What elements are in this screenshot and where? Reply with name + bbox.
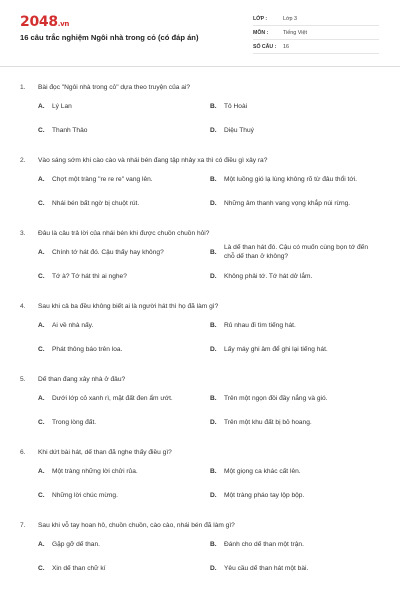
meta-key: SỐ CÂU : xyxy=(253,43,277,50)
option-letter: B. xyxy=(210,394,217,402)
option-text: Diệu Thuý xyxy=(224,126,254,134)
option-letter: B. xyxy=(210,102,217,110)
option-text: Yêu cầu dế than hát một bài. xyxy=(224,564,309,572)
option-text: Những lời chúc mừng. xyxy=(52,491,118,499)
meta-row-class xyxy=(253,12,379,26)
option-text: Một tràng pháo tay lộp bộp. xyxy=(224,491,305,499)
answer-option[interactable] xyxy=(210,313,382,337)
question-text-row xyxy=(20,299,385,313)
question-text: Vào sáng sớm khi cào cào và nhái bén đang tập nhảy xa thì có điều gì xảy ra? xyxy=(38,156,268,164)
option-letter: C. xyxy=(38,418,45,426)
option-letter: D. xyxy=(210,272,217,280)
option-letter: A. xyxy=(38,467,45,475)
question-text: Đâu là câu trả lời của nhái bén khi được chuồn chuồn hỏi? xyxy=(38,229,210,237)
site-logo[interactable] xyxy=(20,14,69,30)
question-list xyxy=(20,80,385,591)
answer-option[interactable] xyxy=(210,459,382,483)
option-text: Không phải tớ. Tớ hát dở lắm. xyxy=(224,272,313,280)
answer-option[interactable] xyxy=(38,313,210,337)
option-text: Rủ nhau đi tìm tiếng hát. xyxy=(224,321,296,329)
option-letter: C. xyxy=(38,126,45,134)
meta-key: LỚP : xyxy=(253,15,268,22)
answer-options xyxy=(38,94,385,142)
option-text: Chính tớ hát đó. Cậu thấy hay không? xyxy=(52,248,164,256)
answer-option[interactable] xyxy=(210,240,382,264)
option-text: Tô Hoài xyxy=(224,102,248,110)
header-divider xyxy=(0,66,400,67)
question-item xyxy=(20,153,385,215)
option-text: Một giọng ca khác cất lên. xyxy=(224,467,301,475)
option-letter: A. xyxy=(38,102,45,110)
meta-value: Tiếng Việt xyxy=(283,29,307,36)
meta-row-subject xyxy=(253,26,379,40)
question-text: Sau khi vỗ tay hoan hô, chuồn chuồn, cào cào, nhái bén đã làm gì? xyxy=(38,521,235,529)
option-text: Lấy máy ghi âm để ghi lại tiếng hát. xyxy=(224,345,328,353)
question-text-row xyxy=(20,80,385,94)
answer-option[interactable] xyxy=(210,556,382,580)
option-letter: D. xyxy=(210,564,217,572)
answer-option[interactable] xyxy=(38,410,210,434)
answer-option[interactable] xyxy=(210,118,382,142)
option-letter: A. xyxy=(38,321,45,329)
answer-options xyxy=(38,313,385,361)
question-number: 4. xyxy=(20,302,26,310)
meta-key: MÔN : xyxy=(253,29,269,36)
answer-option[interactable] xyxy=(210,94,382,118)
meta-value: 16 xyxy=(283,43,289,50)
option-letter: D. xyxy=(210,345,217,353)
option-text: Nhái bén bất ngờ bị chuột rút. xyxy=(52,199,140,207)
option-letter: A. xyxy=(38,248,45,256)
question-item xyxy=(20,299,385,361)
option-text: Là dế than hát đó. Cậu có muốn cùng bọn tớ đến chỗ dế than ở không? xyxy=(224,244,368,260)
answer-options xyxy=(38,532,385,580)
option-text: Những âm thanh vang vọng khắp núi rừng. xyxy=(224,199,351,207)
answer-option[interactable] xyxy=(38,483,210,507)
option-text: Ai về nhà nấy. xyxy=(52,321,94,329)
option-letter: D. xyxy=(210,199,217,207)
question-text: Sau khi cả ba đều không biết ai là người hát thì họ đã làm gì? xyxy=(38,302,219,310)
option-letter: C. xyxy=(38,345,45,353)
option-text: Trên một khu đất bị bỏ hoang. xyxy=(224,418,312,426)
option-text: Chợt một tràng "re re re" vang lên. xyxy=(52,175,153,183)
question-item xyxy=(20,372,385,434)
option-letter: D. xyxy=(210,126,217,134)
answer-option[interactable] xyxy=(210,532,382,556)
option-letter: B. xyxy=(210,540,217,548)
answer-option[interactable] xyxy=(38,532,210,556)
answer-option[interactable] xyxy=(38,556,210,580)
answer-option[interactable] xyxy=(210,264,382,288)
option-letter: C. xyxy=(38,491,45,499)
document-title: 16 câu trắc nghiệm Ngôi nhà trong cỏ (có đáp án) xyxy=(20,33,199,42)
answer-option[interactable] xyxy=(38,264,210,288)
option-letter: B. xyxy=(210,248,217,256)
answer-options xyxy=(38,386,385,434)
option-text: Trong lòng đất. xyxy=(52,418,97,426)
answer-option[interactable] xyxy=(210,410,382,434)
answer-option[interactable] xyxy=(210,386,382,410)
option-letter: B. xyxy=(210,175,217,183)
option-letter: A. xyxy=(38,175,45,183)
option-text: Thanh Thảo xyxy=(52,126,88,134)
option-letter: B. xyxy=(210,467,217,475)
meta-row-count xyxy=(253,40,379,54)
answer-option[interactable] xyxy=(38,459,210,483)
option-text: Dưới lớp cỏ xanh rì, mặt đất đen ẩm ướt. xyxy=(52,394,173,402)
answer-option[interactable] xyxy=(38,337,210,361)
option-letter: A. xyxy=(38,540,45,548)
answer-options xyxy=(38,240,385,288)
question-text: Bài đọc "Ngôi nhà trong cỏ" dựa theo truyện của ai? xyxy=(38,83,191,91)
meta-value: Lớp 3 xyxy=(283,15,298,22)
option-letter: D. xyxy=(210,491,217,499)
question-text-row xyxy=(20,518,385,532)
option-letter: B. xyxy=(210,321,217,329)
question-item xyxy=(20,80,385,142)
question-item xyxy=(20,518,385,580)
option-letter: D. xyxy=(210,418,217,426)
option-letter: C. xyxy=(38,272,45,280)
option-text: Một luồng gió lạ lùng không rõ từ đâu thổi tới. xyxy=(224,175,358,183)
answer-option[interactable] xyxy=(38,240,210,264)
answer-option[interactable] xyxy=(38,94,210,118)
answer-options xyxy=(38,459,385,507)
question-text: Dế than đang xây nhà ở đâu? xyxy=(38,375,126,383)
answer-option[interactable] xyxy=(210,167,382,191)
option-text: Trên một ngọn đồi đầy nắng và gió. xyxy=(224,394,328,402)
answer-option[interactable] xyxy=(210,483,382,507)
answer-option[interactable] xyxy=(38,386,210,410)
option-text: Tớ à? Tớ hát thì ai nghe? xyxy=(52,272,127,280)
question-text: Khi dứt bài hát, dế than đã nghe thấy điều gì? xyxy=(38,448,172,456)
question-number: 5. xyxy=(20,375,26,383)
answer-option[interactable] xyxy=(38,118,210,142)
option-text: Đánh cho dế than một trận. xyxy=(224,540,304,548)
answer-option[interactable] xyxy=(210,337,382,361)
answer-options xyxy=(38,167,385,215)
answer-option[interactable] xyxy=(38,191,210,215)
question-item xyxy=(20,226,385,288)
question-text-row xyxy=(20,372,385,386)
question-text-row xyxy=(20,153,385,167)
option-text: Phát thông báo trên loa. xyxy=(52,345,123,353)
question-number: 1. xyxy=(20,83,26,91)
question-text-row xyxy=(20,445,385,459)
option-text: Lý Lan xyxy=(52,102,72,110)
option-letter: A. xyxy=(38,394,45,402)
answer-option[interactable] xyxy=(38,167,210,191)
question-number: 6. xyxy=(20,448,26,456)
logo-text: 2048 xyxy=(20,14,58,30)
question-number: 3. xyxy=(20,229,26,237)
question-item xyxy=(20,445,385,507)
question-number: 7. xyxy=(20,521,26,529)
answer-option[interactable] xyxy=(210,191,382,215)
option-text: Gặp gỡ dế than. xyxy=(52,540,100,548)
option-text: Một tràng những lời chửi rủa. xyxy=(52,467,138,475)
option-text: Xin dế than chữ kí xyxy=(52,564,106,572)
option-letter: C. xyxy=(38,564,45,572)
page-header xyxy=(0,0,400,66)
logo-tld: .vn xyxy=(57,20,70,28)
question-text-row xyxy=(20,226,385,240)
question-number: 2. xyxy=(20,156,26,164)
option-letter: C. xyxy=(38,199,45,207)
meta-info xyxy=(253,12,379,54)
